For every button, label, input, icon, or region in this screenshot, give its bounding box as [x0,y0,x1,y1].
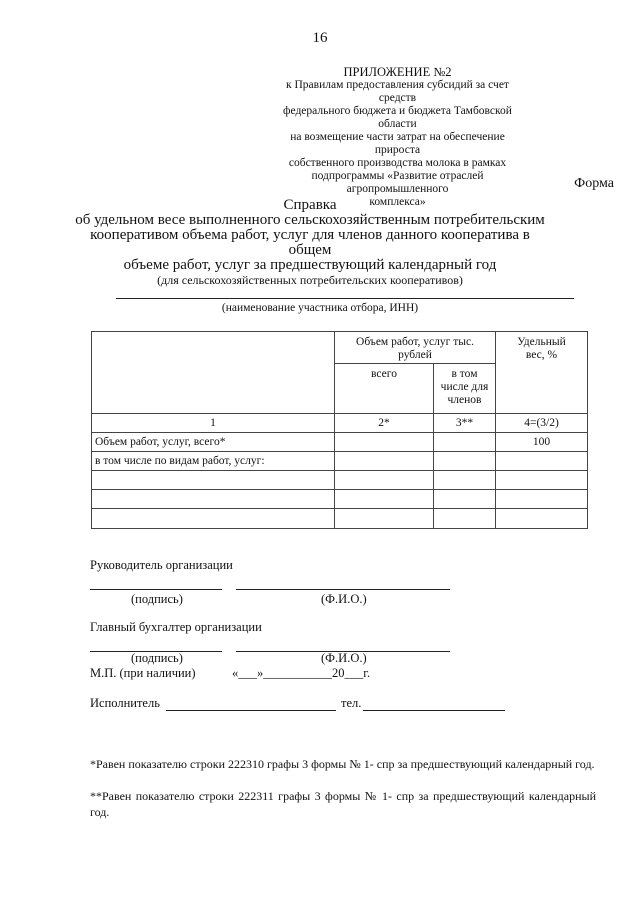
table-cell[interactable] [496,452,588,471]
table-cell[interactable] [434,490,496,509]
header-total: всего [335,364,434,414]
head-name-line[interactable] [236,589,450,590]
appendix-title: ПРИЛОЖЕНИЕ №2 [343,65,452,79]
table-cell[interactable] [335,471,434,490]
header-volume: Объем работ, услуг тыс. рублей [335,332,496,364]
stamp-label: М.П. (при наличии) [90,666,196,680]
date-field[interactable]: «___»___________20___г. [232,666,371,680]
table-cell[interactable] [92,471,335,490]
header-members: в том числе для членов [434,364,496,414]
executor-label: Исполнитель [90,696,160,710]
title-line: объеме работ, услуг за предшествующий календарный год [123,257,497,273]
phone-label: тел. [341,696,362,710]
col-number-3: 3** [434,414,496,433]
table-cell[interactable] [92,490,335,509]
head-label: Руководитель организации [90,558,233,572]
table-cell[interactable] [92,509,335,529]
phone-line[interactable] [363,710,505,711]
col-number-4: 4=(3/2) [496,414,588,433]
signature-caption: (подпись) [131,651,183,665]
table-cell[interactable] [496,471,588,490]
title-heading: Справка [283,197,337,213]
header-share: Удельный вес, % [496,332,588,414]
name-caption: (Ф.И.О.) [321,592,367,606]
page-number: 16 [312,30,328,46]
participant-name-line [116,298,574,299]
row-total-total[interactable] [335,433,434,452]
executor-line[interactable] [166,710,336,711]
accountant-label: Главный бухгалтер организации [90,620,262,634]
table-cell[interactable] [496,490,588,509]
title-line: об удельном весе выполненного сельскохозяйственным потребительским [75,212,545,228]
row-total-members[interactable] [434,433,496,452]
appendix-line: комплекса» [369,196,426,208]
col-number-2: 2* [335,414,434,433]
appendix-line: на возмещение части затрат на обеспечение прироста [290,131,505,156]
table-cell[interactable] [335,490,434,509]
appendix-block [270,66,525,209]
appendix-line: федерального бюджета и бюджета Тамбовской области [283,105,512,130]
title-line: кооперативом объема работ, услуг для членов данного кооператива в общем [90,227,530,258]
name-caption: (Ф.И.О.) [321,651,367,665]
footnote-1: *Равен показателю строки 222310 графы 3 формы № 1- спр за предшествующий календарный год. [90,757,595,771]
title-subtitle: (для сельскохозяйственных потребительских кооперативов) [157,273,463,287]
table-cell[interactable] [434,509,496,529]
col-number-1: 1 [92,414,335,433]
signature-caption: (подпись) [131,592,183,606]
table-cell[interactable] [335,509,434,529]
footnote-2: **Равен показателю строки 222311 графы 3 формы № 1- спр за предшествующий календарный год. [90,789,596,819]
report-table [91,331,588,529]
form-label: Форма [574,176,614,191]
participant-caption: (наименование участника отбора, ИНН) [221,302,419,314]
table-cell[interactable] [434,471,496,490]
table-header-empty [92,332,335,414]
appendix-line: к Правилам предоставления субсидий за счет средств [286,79,509,104]
appendix-line: подпрограммы «Развитие отраслей агропромышленного [311,170,484,195]
table-cell[interactable] [496,509,588,529]
table-cell[interactable] [335,452,434,471]
head-signature-line[interactable] [90,589,222,590]
table-cell[interactable] [434,452,496,471]
document-title [70,198,550,287]
row-total-label: Объем работ, услуг, всего* [92,433,335,452]
row-total-share: 100 [496,433,588,452]
row-by-type-label: в том числе по видам работ, услуг: [92,452,335,471]
appendix-line: собственного производства молока в рамках [288,157,507,169]
